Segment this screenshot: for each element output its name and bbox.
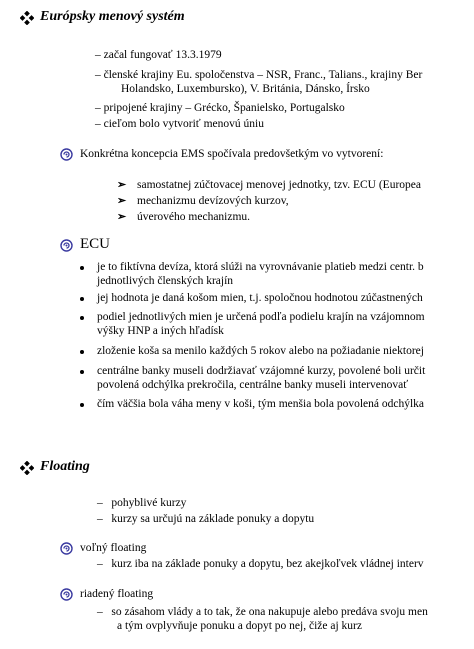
bullet-dot xyxy=(80,316,84,320)
arrow-bullet-icon: ➢ xyxy=(117,211,127,223)
dash-glyph: – xyxy=(95,118,101,130)
dash-item xyxy=(97,605,428,619)
dash-item-continuation: a tým ovplyvňuje ponuku a dopyt po nej, čiže aj kurz xyxy=(117,620,362,632)
spiral-bullet-icon xyxy=(60,148,73,161)
bullet-dot xyxy=(80,370,84,374)
arrow-item: mechanizmu devízových kurzov, xyxy=(137,195,289,207)
spiral-bullet-icon xyxy=(60,239,73,252)
ecu-bullet-line: je to fiktívna devíza, ktorá slúži na vyrovnávanie platieb medzi centr. b xyxy=(97,261,424,273)
arrow-bullet-icon: ➢ xyxy=(117,195,127,207)
dash-item xyxy=(97,496,186,510)
dash-text: kurz iba na základe ponuky a dopytu, bez akejkoľvek vládnej interv xyxy=(111,558,424,570)
dash-item xyxy=(95,48,222,62)
ecu-bullet-line: jej hodnota je daná košom mien, t.j. spoločnou hodnotou zúčastnených xyxy=(97,292,423,304)
dash-glyph: – xyxy=(97,497,103,509)
dash-item xyxy=(95,117,264,131)
managed-floating-title: riadený floating xyxy=(80,588,154,600)
dash-item xyxy=(95,68,422,82)
dash-text: členské krajiny Eu. spoločenstva – NSR, Franc., Talians., krajiny Ber xyxy=(103,69,423,81)
dash-text: začal fungovať 13.3.1979 xyxy=(103,49,222,61)
section-heading-ems: Európsky menový systém xyxy=(40,9,185,24)
concept-intro: Konkrétna koncepcia EMS spočívala predovšetkým vo vytvorení: xyxy=(80,148,384,160)
ecu-bullet-line: jednotlivých členských krajín xyxy=(97,275,234,287)
ecu-bullet-line: výšky HNP a iných hľadísk xyxy=(97,325,224,337)
spiral-bullet-icon xyxy=(60,588,73,601)
ecu-bullet-line: centrálne banky museli dodržiavať vzájomné kurzy, povolené boli určit xyxy=(97,365,426,377)
dash-item-continuation: Holandsko, Luxembursko), V. Británia, Dánsko, Írsko xyxy=(121,83,370,95)
dash-glyph: – xyxy=(97,513,103,525)
dash-glyph: – xyxy=(95,69,101,81)
dash-text: pripojené krajiny – Grécko, Španielsko, Portugalsko xyxy=(103,102,345,114)
diamond-bullet-icon xyxy=(20,461,34,475)
dash-item xyxy=(95,101,345,115)
ecu-bullet-line: povolená odchýlka prekročila, centrálne banky museli intervenovať xyxy=(97,379,409,391)
diamond-bullet-icon xyxy=(20,11,34,25)
section-heading-floating: Floating xyxy=(40,459,90,474)
free-floating-title: voľný floating xyxy=(80,542,147,554)
bullet-dot xyxy=(80,403,84,407)
dash-glyph: – xyxy=(97,606,103,618)
ecu-bullet-line: zloženie koša sa menilo každých 5 rokov alebo na požiadanie niektorej xyxy=(97,345,424,357)
dash-item xyxy=(97,512,314,526)
bullet-dot xyxy=(80,266,84,270)
ecu-title: ECU xyxy=(80,236,110,252)
spiral-bullet-icon xyxy=(60,542,73,555)
ecu-bullet-line: čím väčšia bola váha meny v koši, tým menšia bola povolená odchýlka xyxy=(97,398,425,410)
arrow-item: úverového mechanizmu. xyxy=(137,211,251,223)
arrow-item: samostatnej zúčtovacej menovej jednotky, tzv. ECU (Europea xyxy=(137,179,421,191)
bullet-dot xyxy=(80,350,84,354)
arrow-bullet-icon: ➢ xyxy=(117,179,127,191)
dash-item xyxy=(97,557,424,571)
dash-text: so zásahom vlády a to tak, že ona nakupuje alebo predáva svoju men xyxy=(111,606,428,618)
bullet-dot xyxy=(80,297,84,301)
dash-glyph: – xyxy=(97,558,103,570)
dash-text: pohyblivé kurzy xyxy=(111,497,187,509)
dash-glyph: – xyxy=(95,49,101,61)
dash-text: kurzy sa určujú na základe ponuky a dopytu xyxy=(111,513,315,525)
dash-text: cieľom bolo vytvoriť menovú úniu xyxy=(103,118,264,130)
dash-glyph: – xyxy=(95,102,101,114)
ecu-bullet-line: podiel jednotlivých mien je určená podľa podielu krajín na vzájomnom xyxy=(97,311,425,323)
